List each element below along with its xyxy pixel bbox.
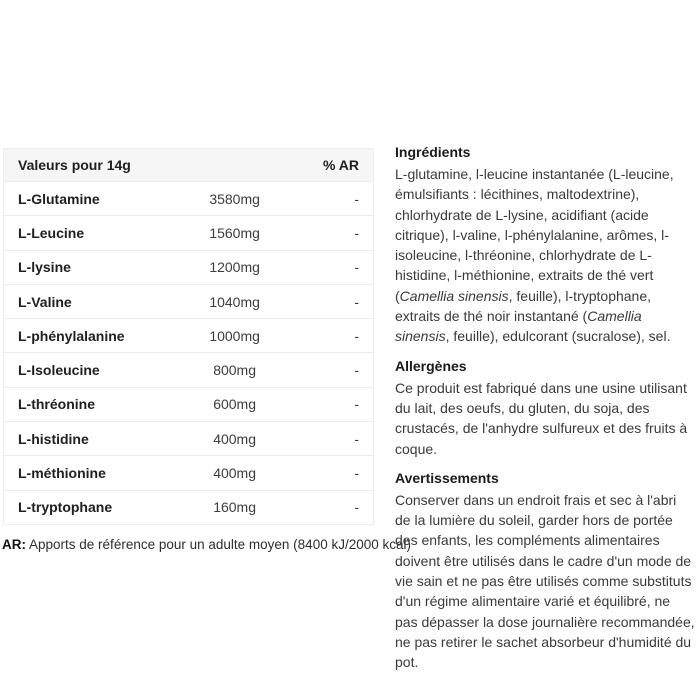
nutrient-ar-value: - — [354, 362, 359, 379]
nutrient-value: 1560mg — [209, 224, 260, 241]
table-header-ar-label: % AR — [322, 157, 359, 173]
ar-footnote — [2, 537, 411, 553]
ar-footnote-text: Apports de référence pour un adulte moyen (8400 kJ/2000 kcal) — [29, 537, 411, 552]
nutrition-table — [3, 148, 374, 525]
nutrient-ar-value: - — [354, 327, 359, 344]
nutrient-value: 400mg — [213, 430, 257, 447]
table-row — [4, 284, 373, 318]
nutrient-ar-value: - — [354, 259, 359, 276]
nutrient-name: L-histidine — [18, 430, 89, 447]
nutrient-value: 1040mg — [209, 293, 260, 310]
table-row — [4, 490, 373, 524]
nutrient-value: 400mg — [213, 465, 257, 482]
allergens-heading: Allergènes — [395, 357, 467, 374]
nutrient-ar-value: - — [354, 465, 359, 482]
nutrient-value: 3580mg — [209, 190, 260, 207]
table-row — [4, 181, 373, 215]
ingredients-heading: Ingrédients — [395, 144, 471, 160]
table-row — [4, 387, 373, 421]
ar-footnote-prefix: AR: — [2, 537, 26, 552]
info-column — [395, 144, 695, 684]
nutrient-value: 600mg — [213, 396, 257, 413]
nutrient-ar-value: - — [354, 224, 359, 241]
nutrient-name: L-Valine — [18, 293, 72, 310]
table-row — [4, 250, 373, 284]
nutrient-value: 160mg — [213, 499, 257, 516]
warnings-heading: Avertissements — [395, 469, 499, 486]
nutrient-name: L-Isoleucine — [18, 362, 100, 379]
table-row — [4, 215, 373, 249]
nutrient-value: 1000mg — [209, 327, 260, 344]
nutrient-name: L-thréonine — [18, 396, 95, 413]
nutrient-ar-value: - — [354, 190, 359, 207]
nutrient-ar-value: - — [354, 430, 359, 447]
table-header-label: Valeurs pour 14g — [18, 157, 131, 173]
nutrient-name: L-Glutamine — [18, 190, 100, 207]
table-row — [4, 318, 373, 352]
nutrient-value: 1200mg — [209, 259, 260, 276]
table-header-row — [4, 149, 373, 181]
nutrient-name: L-lysine — [18, 259, 71, 276]
nutrient-name: L-tryptophane — [18, 499, 113, 516]
nutrient-name: L-Leucine — [18, 224, 85, 241]
nutrient-ar-value: - — [354, 293, 359, 310]
nutrient-name: L-phénylalanine — [18, 327, 125, 344]
table-row — [4, 455, 373, 489]
table-row — [4, 352, 373, 386]
nutrient-name: L-méthionine — [18, 465, 106, 482]
ingredients-text: L-glutamine, l-leucine instantanée (L-leucine, émulsifiants : lécithines, maltodextrine), chlorhydrate de L-lysine, acidifiant (acide citrique), l-valine, l-phénylalanine, arômes, l-isoleucine, l-thréonine, chlorhydrate de L-histidine, l-méthionine, extraits de thé vert (Camellia sinensis, feuille), l-tryptophane, extraits de thé noir instantané (Camellia sinensis, feuille), edulcorant (sucralose), sel. — [395, 166, 674, 345]
allergens-text: Ce produit est fabriqué dans une usine utilisant du lait, des oeufs, du gluten, du soja, des crustacés, de l'anhydre sulfureux et des fruits à coque. — [395, 379, 688, 457]
table-row — [4, 421, 373, 455]
nutrient-ar-value: - — [354, 499, 359, 516]
nutrient-value: 800mg — [213, 362, 257, 379]
nutrient-ar-value: - — [354, 396, 359, 413]
warnings-text: Conserver dans un endroit frais et sec à l'abri de la lumière du soleil, garder hors de portée des enfants, les compléments alimentaires doivent être utilisés dans le cadre d'un mode de vie sain et ne pas être utilisés comme substituts d'un régime alimentaire varié et équilibré, ne pas dépasser la dose journalière recommandée, ne pas retirer le sachet absorbeur d'humidité du pot. — [395, 491, 695, 671]
